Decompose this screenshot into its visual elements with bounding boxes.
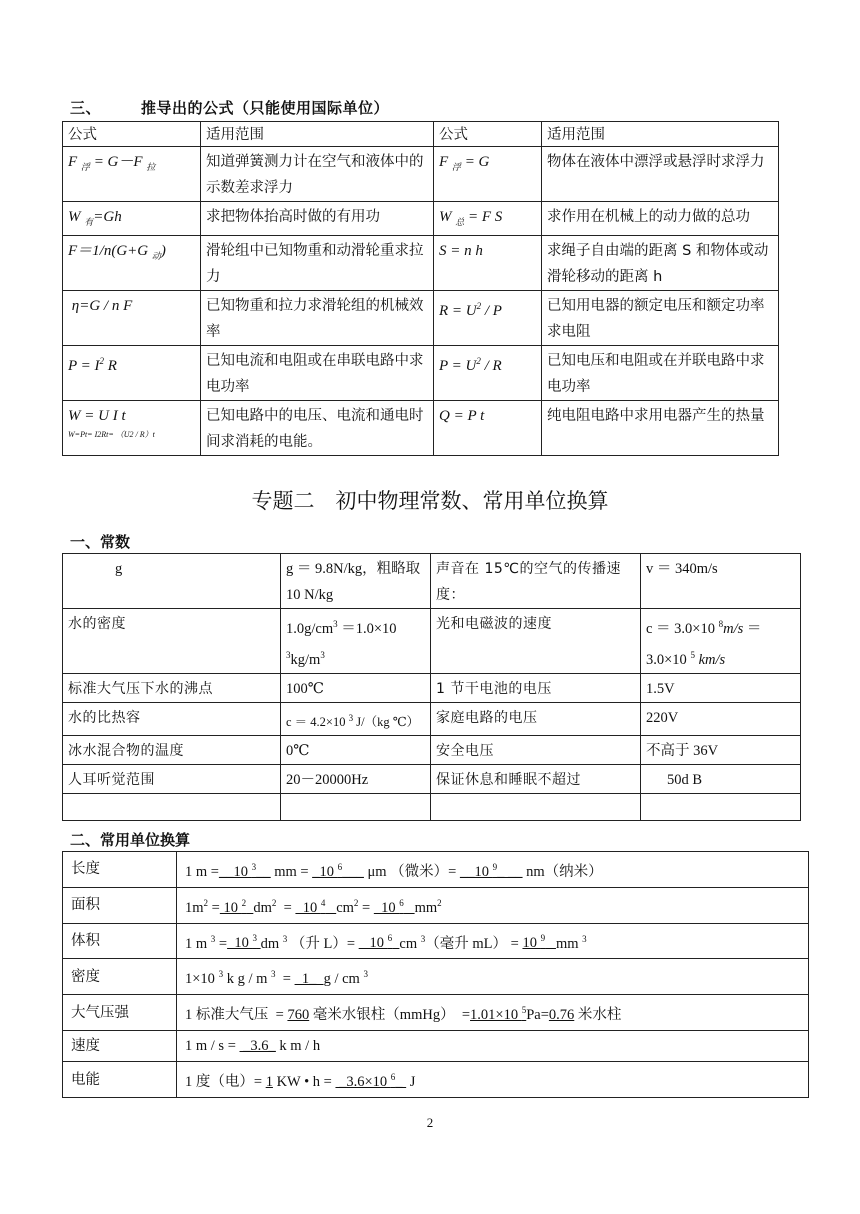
table-row xyxy=(63,202,779,236)
column-header: 公式 xyxy=(434,122,542,147)
constants-table xyxy=(62,553,801,821)
unit-value-cell: 1 度（电）= 1 KW • h = _3.6×10 $^6$_ J xyxy=(177,1062,809,1098)
unit-label-cell: 大气压强 xyxy=(63,995,177,1031)
constant-value-cell: 100℃ xyxy=(281,673,431,702)
constant-name-cell: 标准大气压下水的沸点 xyxy=(63,673,281,702)
table-row xyxy=(63,147,779,202)
constant-name-cell: g xyxy=(63,554,281,609)
constant-value-cell: 220V xyxy=(641,702,801,735)
section-heading-unit-conversion: 二、常用单位换算 xyxy=(70,831,191,849)
section-heading-formulas: 三、 推导出的公式（只能使用国际单位） xyxy=(70,99,390,117)
table-row xyxy=(63,702,801,735)
description-cell: 已知电路中的电压、电流和通电时间求消耗的电能。 xyxy=(201,401,434,456)
table-row xyxy=(63,401,779,456)
column-header: 公式 xyxy=(63,122,201,147)
constant-name-cell: 水的密度 xyxy=(63,609,281,674)
description-cell: 滑轮组中已知物重和动滑轮重求拉力 xyxy=(201,236,434,291)
unit-label-cell: 长度 xyxy=(63,852,177,888)
unit-label-cell: 电能 xyxy=(63,1062,177,1098)
table-row xyxy=(63,346,779,401)
table-row xyxy=(63,673,801,702)
formula-note: W=Pt= I2Rt= （U2 / R）t xyxy=(68,430,155,439)
description-cell: 求绳子自由端的距离 S 和物体或动滑轮移动的距离 h xyxy=(542,236,779,291)
constant-value-cell: g ＝ 9.8N/kg，粗略取 10 N/kg xyxy=(281,554,431,609)
description-cell: 已知用电器的额定电压和额定功率求电阻 xyxy=(542,291,779,346)
table-row xyxy=(63,852,809,888)
formula-cell: η=G / n F xyxy=(63,291,201,346)
constant-name-cell: 冰水混合物的温度 xyxy=(63,735,281,764)
unit-value-cell: 1 m / s = _3.6_ k m / h xyxy=(177,1031,809,1062)
unit-value-cell: 1 m =__10 $^3$__ mm = _10 $^6$___ μm （微米）= __10 $^9$_ __ nm（纳米） xyxy=(177,852,809,888)
formula-cell: $R = U^2 / P$ xyxy=(434,291,542,346)
constant-name-cell: 水的比热容 xyxy=(63,702,281,735)
empty-cell xyxy=(63,793,281,820)
formula-cell: $P = U^2 / R$ xyxy=(434,346,542,401)
unit-value-cell: 1 标准大气压 = 760 毫米水银柱（mmHg） =1.01×10 $^5$Pa=0.76 米水柱 xyxy=(177,995,809,1031)
formula-cell: $P = I^2$ R xyxy=(63,346,201,401)
unit-label-cell: 体积 xyxy=(63,923,177,959)
unit-label-cell: 密度 xyxy=(63,959,177,995)
table-row xyxy=(63,236,779,291)
formula-table xyxy=(62,121,779,456)
unit-label-cell: 速度 xyxy=(63,1031,177,1062)
formula-cell: Q = P t xyxy=(434,401,542,456)
description-cell: 知道弹簧测力计在空气和液体中的示数差求浮力 xyxy=(201,147,434,202)
constant-name-cell: 安全电压 xyxy=(431,735,641,764)
table-row xyxy=(63,923,809,959)
description-cell: 已知电压和电阻或在并联电路中求电功率 xyxy=(542,346,779,401)
table-row xyxy=(63,735,801,764)
constant-name-cell: 保证休息和睡眠不超过 xyxy=(431,764,641,793)
constant-name-cell: 家庭电路的电压 xyxy=(431,702,641,735)
constant-value-cell: 20－20000Hz xyxy=(281,764,431,793)
constant-name-cell: 声音在 15℃的空气的传播速度： xyxy=(431,554,641,609)
formula-cell: W $_有$=Gh xyxy=(63,202,201,236)
formula-cell: S = n h xyxy=(434,236,542,291)
constant-value-cell: 不高于 36V xyxy=(641,735,801,764)
section-heading-constants: 一、常数 xyxy=(70,533,131,551)
description-cell: 已知电流和电阻或在串联电路中求电功率 xyxy=(201,346,434,401)
description-cell: 求作用在机械上的动力做的总功 xyxy=(542,202,779,236)
constant-value-cell: c ＝ 3.0×10 $^8$m/s ＝ 3.0×10 $^5$ km/s xyxy=(641,609,801,674)
constant-name-cell: 光和电磁波的速度 xyxy=(431,609,641,674)
description-cell: 纯电阻电路中求用电器产生的热量 xyxy=(542,401,779,456)
empty-cell xyxy=(431,793,641,820)
constant-name-cell: 人耳听觉范围 xyxy=(63,764,281,793)
table-row xyxy=(63,554,801,609)
table-row xyxy=(63,887,809,923)
constant-value-cell: 1.5V xyxy=(641,673,801,702)
empty-cell xyxy=(641,793,801,820)
table-row xyxy=(63,1031,809,1062)
page-number: 2 xyxy=(426,1115,434,1130)
table-row xyxy=(63,793,801,820)
constant-value-cell: c ＝ 4.2×10 $^3$ J/（kg ℃） xyxy=(281,702,431,735)
table-row xyxy=(63,764,801,793)
description-cell: 物体在液体中漂浮或悬浮时求浮力 xyxy=(542,147,779,202)
constant-value-cell: 0℃ xyxy=(281,735,431,764)
unit-label-cell: 面积 xyxy=(63,887,177,923)
table-header-row xyxy=(63,122,779,147)
constant-value-cell: $1.0g/cm^3 =1.0\times 10$ $^3kg/m^3$ xyxy=(281,609,431,674)
table-row xyxy=(63,1062,809,1098)
column-header: 适用范围 xyxy=(201,122,434,147)
unit-value-cell: $1m^2 = 10$ $^2$ $dm^2 = 10$ $^4$ $cm^2 = 10$ $^6$ $mm^2$ xyxy=(177,887,809,923)
constant-value-cell: v ＝ 340m/s xyxy=(641,554,801,609)
formula-cell: F＝1/n(G+G $_动$) xyxy=(63,236,201,291)
table-row xyxy=(63,995,809,1031)
table-row xyxy=(63,291,779,346)
formula-cell: F $_浮$ = G xyxy=(434,147,542,202)
unit-conversion-table xyxy=(62,851,809,1098)
table-row xyxy=(63,609,801,674)
description-cell: 求把物体抬高时做的有用功 xyxy=(201,202,434,236)
formula-cell: W $_总$ = F S xyxy=(434,202,542,236)
unit-value-cell: 1×10 $^3$ k g / m $^3$ = 1_ g / cm $^3$ xyxy=(177,959,809,995)
formula-cell: W = U I t W=Pt= I2Rt= （U2 / R）t xyxy=(63,401,201,456)
empty-cell xyxy=(281,793,431,820)
constant-name-cell: 1 节干电池的电压 xyxy=(431,673,641,702)
formula-cell: F $_浮$ = G－F $_拉$ xyxy=(63,147,201,202)
column-header: 适用范围 xyxy=(542,122,779,147)
table-row xyxy=(63,959,809,995)
topic-title: 专题二 初中物理常数、常用单位换算 xyxy=(251,489,609,513)
description-cell: 已知物重和拉力求滑轮组的机械效率 xyxy=(201,291,434,346)
constant-value-cell: 50d B xyxy=(641,764,801,793)
unit-value-cell: 1 m $^3$ = 10 $^3$ dm $^3$ （升 L）= 10 $^6$ cm $^3$（毫升 mL） = 10 $^9$ mm $^3$ xyxy=(177,923,809,959)
